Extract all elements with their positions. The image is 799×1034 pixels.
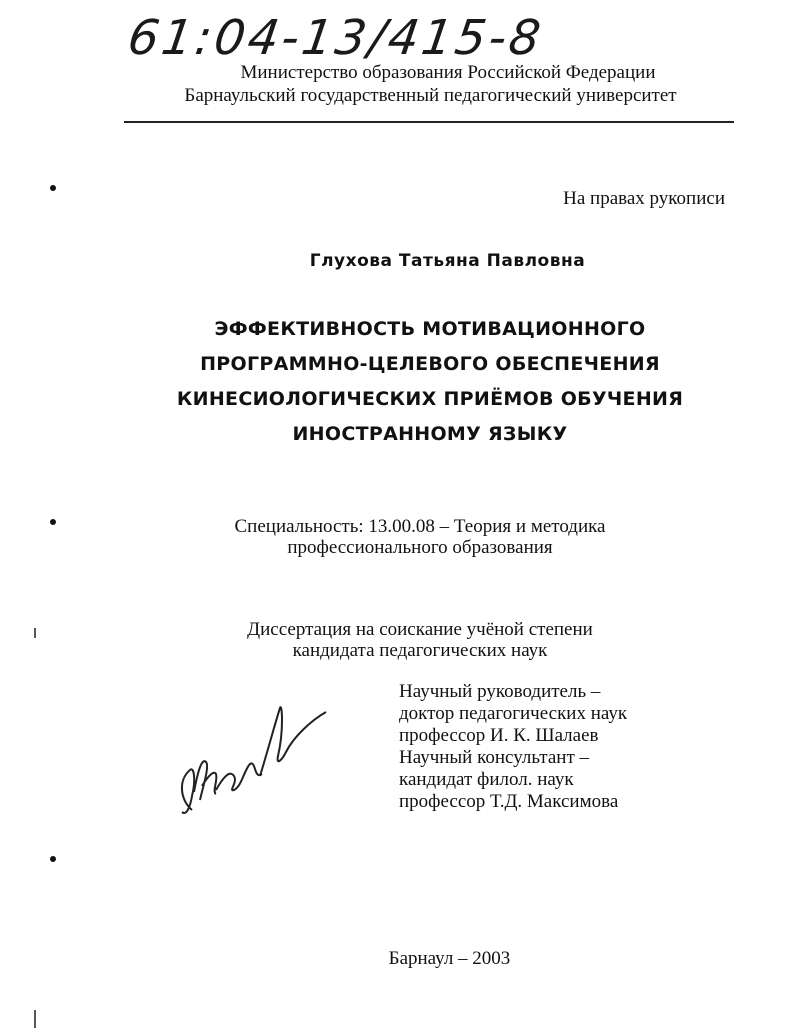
author-signature [172,700,332,822]
city-year: Барнаул – 2003 [388,948,511,969]
author-name: Глухова Татьяна Павловна [309,251,586,271]
title-line: ЭФФЕКТИВНОСТЬ МОТИВАЦИОННОГО [214,318,646,340]
scan-edge-mark [34,1010,36,1028]
advisor-line: кандидат филол. наук [399,769,574,790]
advisor-line: Научный руководитель – [399,681,601,702]
dissertation-title [140,312,720,452]
advisor-line: профессор Т.Д. Максимова [399,791,619,812]
handwritten-archive-code: 61:04-13/415-8 [124,10,547,66]
advisors-block [399,681,729,813]
ministry-name: Министерство образования Российской Федерации [240,62,656,83]
title-line: ПРОГРАММНО-ЦЕЛЕВОГО ОБЕСПЕЧЕНИЯ [200,353,660,375]
scan-mark [50,856,56,862]
specialty-line: профессионального образования [287,537,553,558]
advisor-line: профессор И. К. Шалаев [399,725,599,746]
scan-mark [50,185,56,191]
advisor-line: доктор педагогических наук [399,703,628,724]
manuscript-note: На правах рукописи [563,188,725,209]
dissertation-degree [200,619,640,661]
header-divider [124,121,734,123]
advisor-line: Научный консультант – [399,747,589,768]
scan-edge-mark [34,628,36,638]
scan-mark [50,519,56,525]
university-name: Барнаульский государственный педагогический университет [184,85,677,106]
specialty [200,516,640,558]
title-line: КИНЕСИОЛОГИЧЕСКИХ ПРИЁМОВ ОБУЧЕНИЯ [176,388,684,410]
title-line: ИНОСТРАННОМУ ЯЗЫКУ [292,423,568,445]
degree-line: Диссертация на соискание учёной степени [247,619,593,640]
degree-line: кандидата педагогических наук [292,640,548,661]
specialty-line: Специальность: 13.00.08 – Теория и методика [234,516,606,537]
